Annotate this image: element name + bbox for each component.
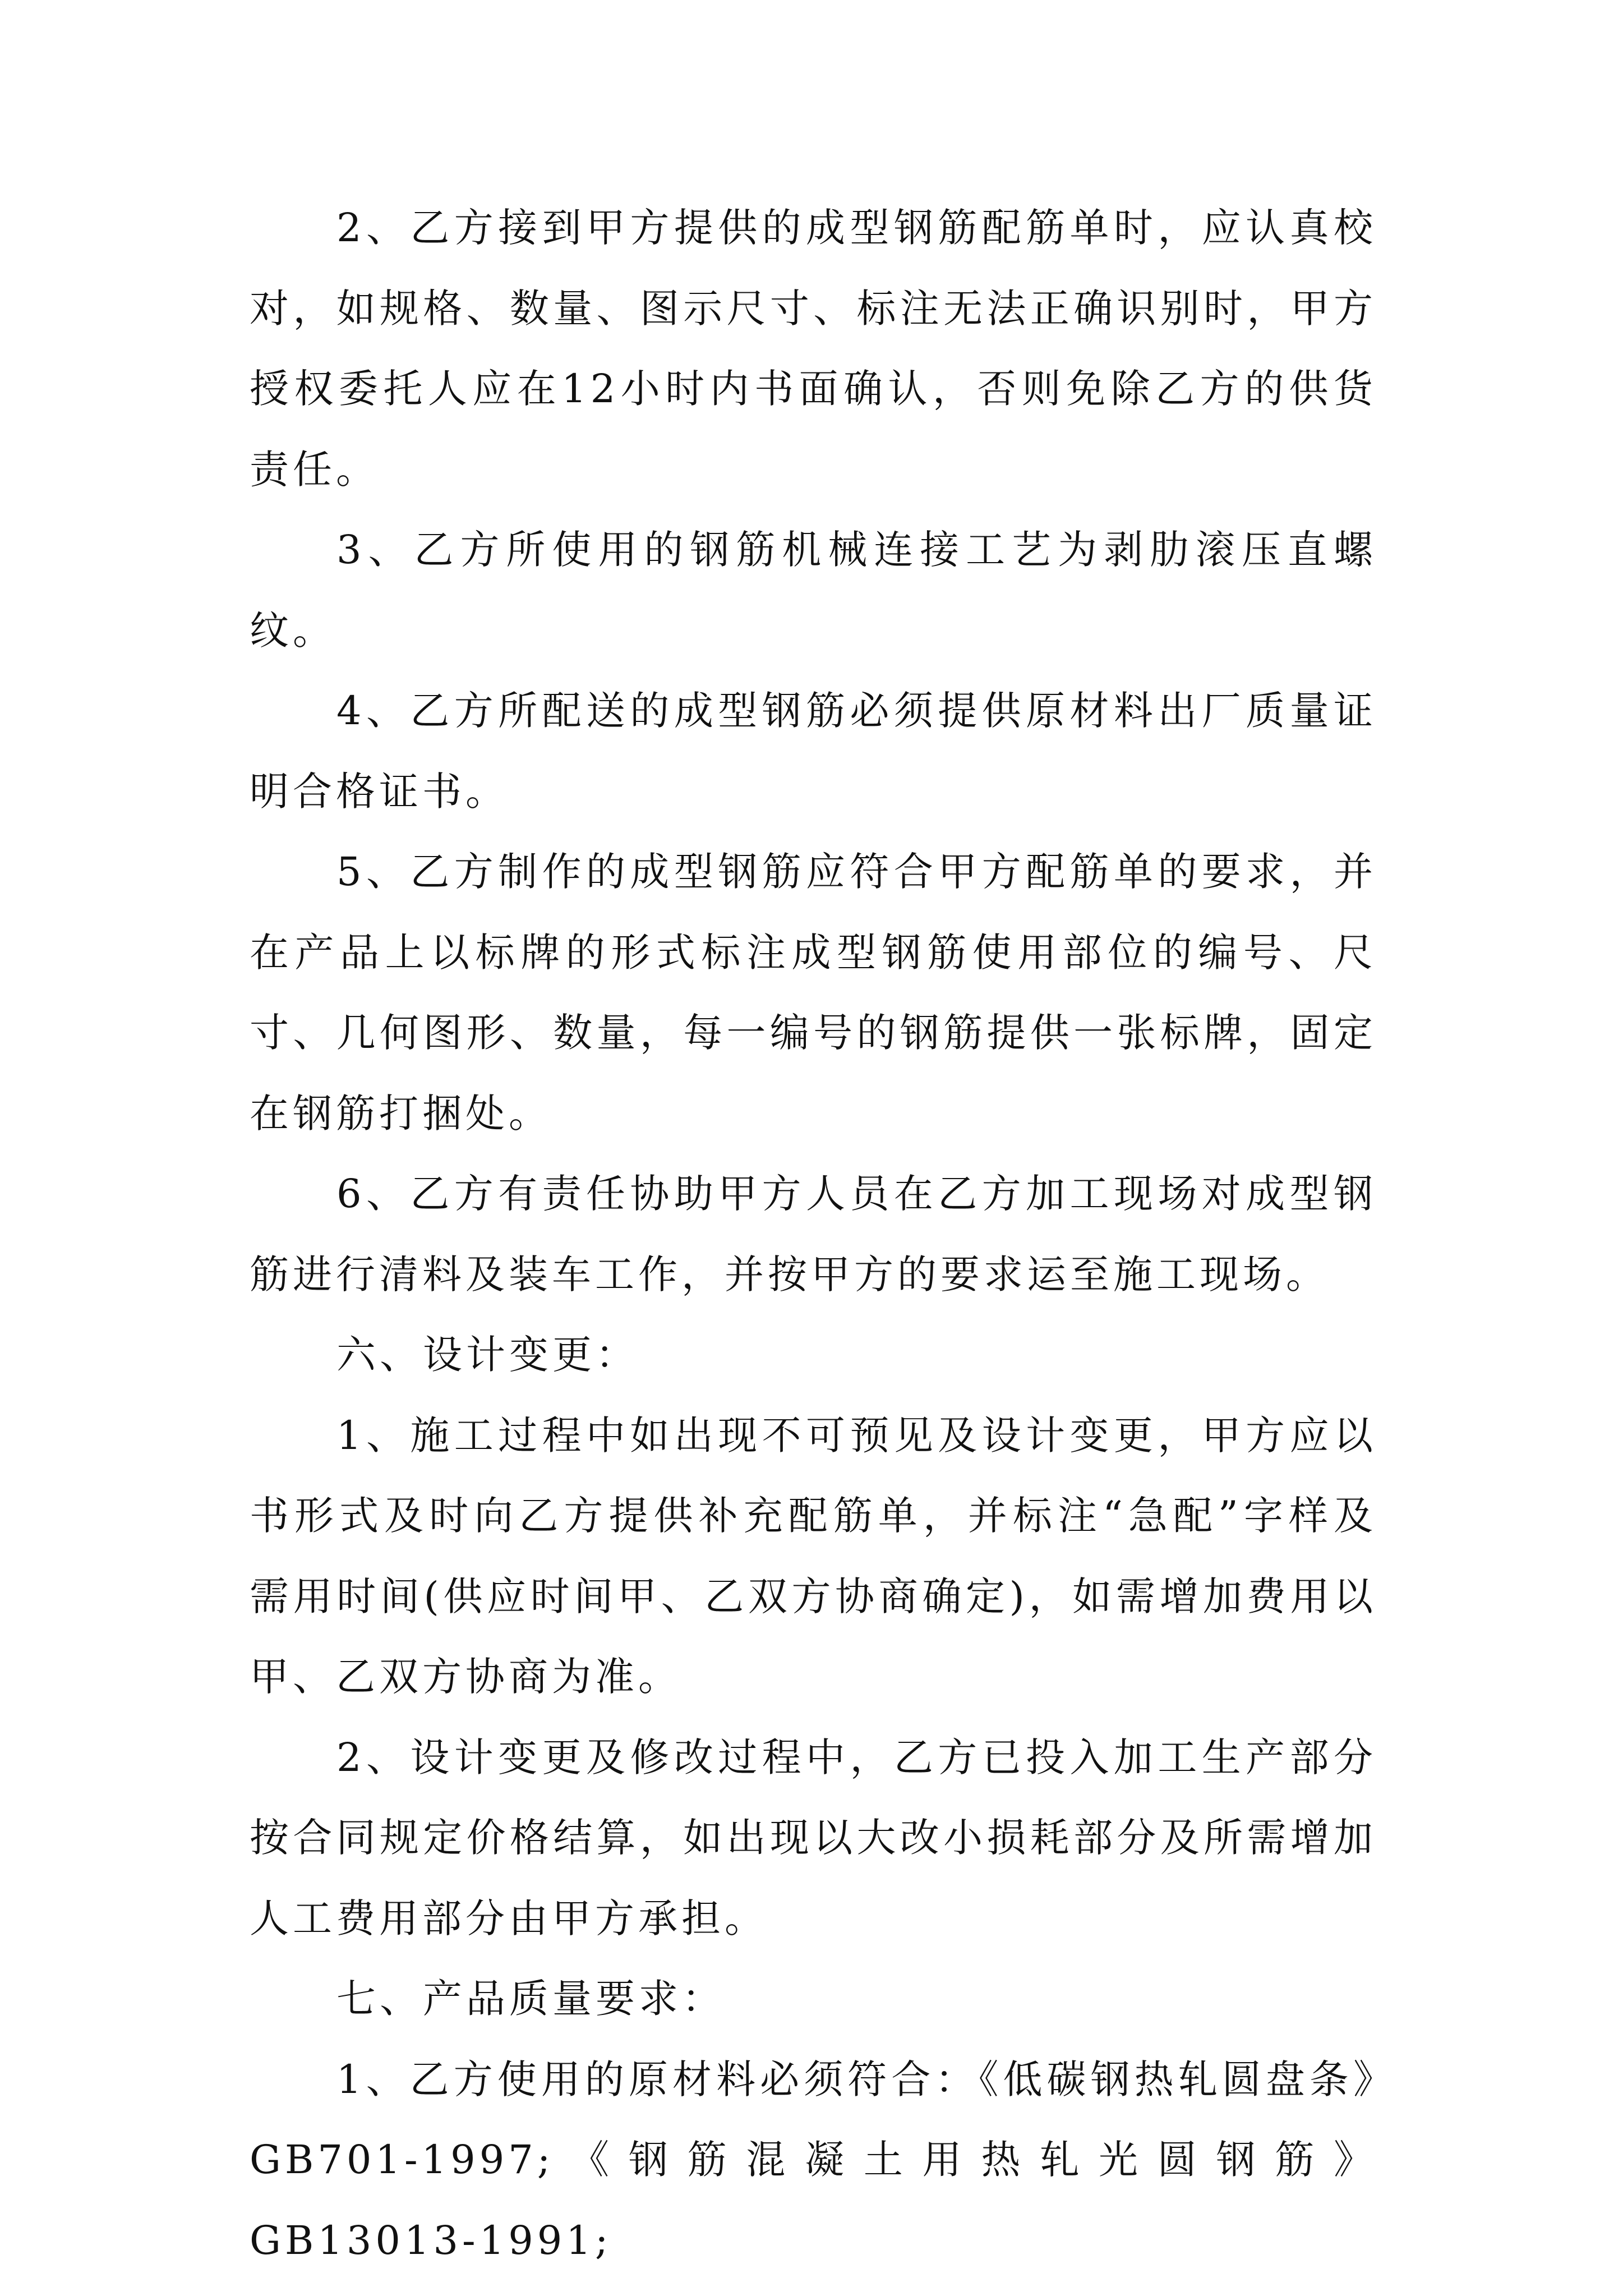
paragraph-clause-7-1: 1、乙方使用的原材料必须符合：《低碳钢热轧圆盘条》GB701-1997;《钢筋混凝土用热轧光圆钢筋》GB13013-1991;	[250, 2056, 1377, 2263]
paragraph-clause-6-2: 2、设计变更及修改过程中，乙方已投入加工生产部分按合同规定价格结算，如出现以大改小损耗部分及所需增加人工费用部分由甲方承担。	[250, 1734, 1377, 1941]
paragraph-clause-6-1: 1、施工过程中如出现不可预见及设计变更，甲方应以书形式及时向乙方提供补充配筋单，并标注“急配”字样及需用时间(供应时间甲、乙双方协商确定)，如需增加费用以甲、乙双方协商为准。	[250, 1412, 1377, 1700]
paragraph-clause-5-5: 5、乙方制作的成型钢筋应符合甲方配筋单的要求，并在产品上以标牌的形式标注成型钢筋使用部位的编号、尺寸、几何图形、数量，每一编号的钢筋提供一张标牌，固定在钢筋打捆处。	[250, 849, 1377, 1137]
paragraph-clause-5-2: 2、乙方接到甲方提供的成型钢筋配筋单时，应认真校对，如规格、数量、图示尺寸、标注无法正确识别时，甲方授权委托人应在12小时内书面确认，否则免除乙方的供货责任。	[250, 205, 1377, 493]
section-heading-quality-requirements: 七、产品质量要求：	[336, 1976, 725, 2022]
paragraph-clause-5-6: 6、乙方有责任协助甲方人员在乙方加工现场对成型钢筋进行清料及装车工作，并按甲方的要求运至施工现场。	[250, 1171, 1377, 1297]
paragraph-clause-5-3: 3、乙方所使用的钢筋机械连接工艺为剥肋滚压直螺纹。	[250, 527, 1377, 654]
document-body	[250, 188, 1377, 2281]
paragraph-clause-5-4: 4、乙方所配送的成型钢筋必须提供原材料出厂质量证明合格证书。	[250, 688, 1377, 815]
section-heading-design-change: 六、设计变更：	[336, 1332, 639, 1378]
